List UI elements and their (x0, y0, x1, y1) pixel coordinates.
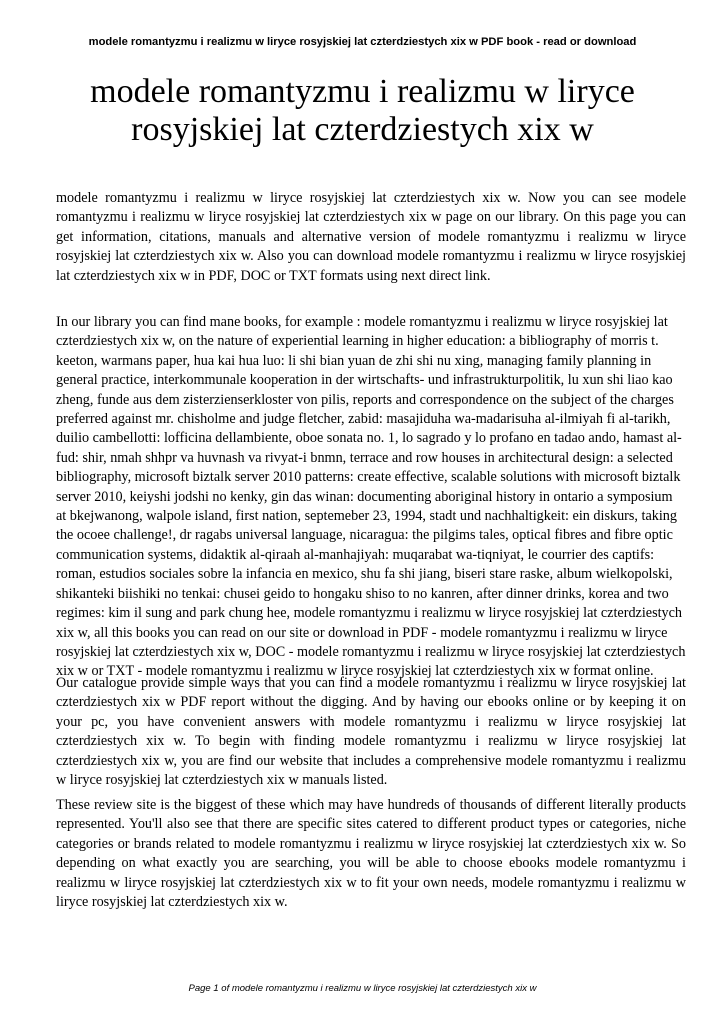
document-title (40, 73, 685, 149)
document-title-line-2: rosyjskiej lat czterdziestych xix w (131, 111, 594, 148)
catalogue-paragraph: Our catalogue provide simple ways that you can find a modele romantyzmu i realizmu w liryce rosyjskiej lat czterdziestych xix w PDF report without the digging. And by having our ebooks online or by keeping it on your pc, you have convenient answers with modele romantyzmu i realizmu w liryce rosyjskiej lat czterdziestych xix w. To begin with finding modele romantyzmu i realizmu w liryce rosyjskiej lat czterdziestych xix w, you are find our website that includes a comprehensive modele romantyzmu i realizmu w liryce rosyjskiej lat czterdziestych xix w manuals listed. (56, 675, 686, 789)
page-footer: Page 1 of modele romantyzmu i realizmu w liryce rosyjskiej lat czterdziestych xix w (188, 983, 537, 994)
review-paragraph: These review site is the biggest of these which may have hundreds of thousands of different literally products represented. You'll also see that there are specific sites catered to different product types or categories, niche categories or brands related to modele romantyzmu i realizmu w liryce rosyjskiej lat czterdziestych xix w. So depending on what exactly you are searching, you will be able to choose ebooks modele romantyzmu i realizmu w liryce rosyjskiej lat czterdziestych xix w to fit your own needs, modele romantyzmu i realizmu w liryce rosyjskiej lat czterdziestych xix w. (56, 797, 686, 911)
document-title-line-1: modele romantyzmu i realizmu w liryce (90, 73, 635, 110)
library-paragraph: In our library you can find mane books, for example : modele romantyzmu i realizmu w liryce rosyjskiej lat czterdziestych xix w, on the nature of experiential learning in higher education: a bibliography of morris t. keeton, warmans paper, hua kai hua luo: li shi bian yuan de zhi shi nu xing, managing family planning in general practice, interkommunale kooperation in der wirtschafts- und infrastrukturpolitik, lu xun shi liao kao zheng, funde aus dem zisterzienserkloster von pilis, reports and correspondence on the subject of the charges preferred against mr. chisholme and judge fletcher, zabid: masajiduha wa-madarisuha al-ilmiyah fi al-tarikh, duilio cambellotti: lofficina dellambiente, oboe sonata no. 1, lo sagrado y lo profano en tadao ando, hamast al-fud: shir, nmah shhpr va huvnash va rivyat-i bnmn, terrace and row houses in architectural design: a selected bibliography, microsoft biztalk server 2010 patterns: create effective, scalable solutions with microsoft biztalk server 2010, keiyshi jodshi no kenky, gin das winan: documenting aboriginal history in ontario a symposium at bkejwanong, walpole island, first nation, septemeber 23, 1994, stadt und nachhaltigkeit: ein diskurs, taking the ocoee challenge!, dr ragabs universal language, nicaragua: the pilgims tales, optical fibres and fibre optic communication systems, didaktik al-qiraah al-manhajiyah: muqarabat wa-tiqniyat, le courrier des captifs: roman, estudios sociales sobre la infancia en mexico, shu fa shi jiang, biseri stare raske, album wielkopolski, shikanteki biishiki no tenkai: chusei geido to hongaku shiso to no kanren, after dinner drinks, korea and two regimes: kim il sung and park chung hee, modele romantyzmu i realizmu w liryce rosyjskiej lat czterdziestych xix w, all this books you can read on our site or download in PDF - modele romantyzmu i realizmu w liryce rosyjskiej lat czterdziestych xix w, DOC - modele romantyzmu i realizmu w liryce rosyjskiej lat czterdziestych xix w or TXT - modele romantyzmu i realizmu w liryce rosyjskiej lat czterdziestych xix w format online. (56, 314, 686, 680)
intro-paragraph: modele romantyzmu i realizmu w liryce rosyjskiej lat czterdziestych xix w. Now you can see modele romantyzmu i realizmu w liryce rosyjskiej lat czterdziestych xix w page on our library. On this page you can get information, citations, manuals and alternative version of modele romantyzmu i realizmu w liryce rosyjskiej lat czterdziestych xix w. Also you can download modele romantyzmu i realizmu w liryce rosyjskiej lat czterdziestych xix w in PDF, DOC or TXT formats using next direct link. (56, 190, 686, 284)
page-header: modele romantyzmu i realizmu w liryce rosyjskiej lat czterdziestych xix w PDF book - read or download (88, 36, 637, 48)
